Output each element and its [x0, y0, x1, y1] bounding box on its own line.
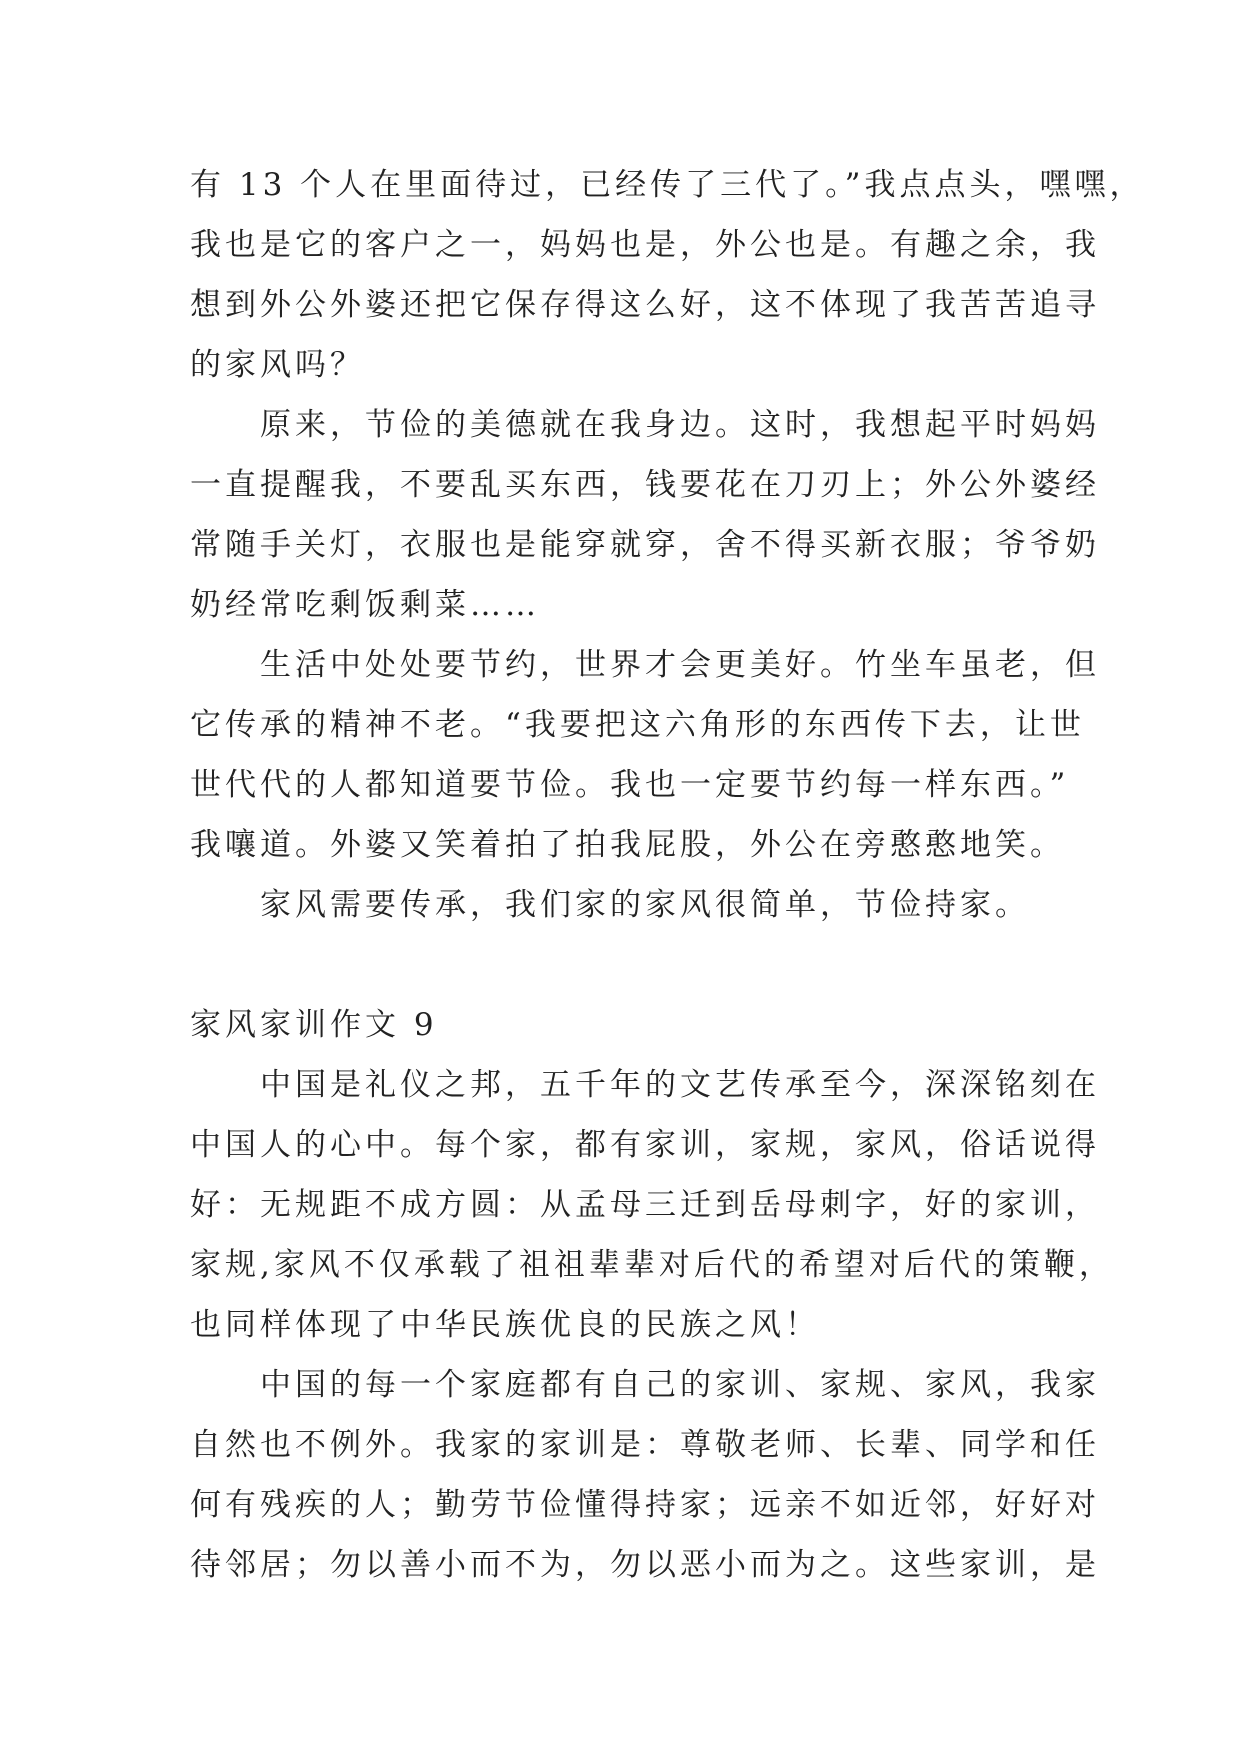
paragraph [190, 875, 1060, 935]
text-line: 我也是它的客户之一，妈妈也是，外公也是。有趣之余，我 [190, 227, 1100, 263]
text-line: 也同样体现了中华民族优良的民族之风！ [190, 1307, 820, 1343]
paragraph [190, 1055, 1114, 1355]
section-heading: 家风家训作文 9 [190, 1007, 438, 1043]
text-line: 好：无规距不成方圆：从孟母三迁到岳母刺字，好的家训， [190, 1187, 1100, 1223]
paragraph [190, 155, 1145, 395]
text-line: 它传承的精神不老。“我要把这六角形的东西传下去，让世 [190, 707, 1085, 743]
text-line: 中国是礼仪之邦，五千年的文艺传承至今，深深铭刻在 [260, 1067, 1100, 1103]
text-line: 生活中处处要节约，世界才会更美好。竹坐车虽老，但 [260, 647, 1100, 683]
text-line: 家规,家风不仅承载了祖祖辈辈对后代的希望对后代的策鞭， [190, 1247, 1114, 1283]
text-line: 奶经常吃剩饭剩菜…… [190, 587, 540, 623]
text-line: 中国的每一个家庭都有自己的家训、家规、家风，我家 [260, 1367, 1100, 1403]
text-line: 何有残疾的人；勤劳节俭懂得持家；远亲不如近邻，好好对 [190, 1487, 1100, 1523]
text-line: 原来，节俭的美德就在我身边。这时，我想起平时妈妈 [260, 407, 1100, 443]
text-line: 待邻居；勿以善小而不为，勿以恶小而为之。这些家训，是 [190, 1547, 1100, 1583]
text-line: 想到外公外婆还把它保存得这么好，这不体现了我苦苦追寻 [190, 287, 1100, 323]
text-line: 自然也不例外。我家的家训是：尊敬老师、长辈、同学和任 [190, 1427, 1100, 1463]
paragraph [190, 1355, 1100, 1595]
text-line: 中国人的心中。每个家，都有家训，家规，家风，俗话说得 [190, 1127, 1100, 1163]
text-line: 有 13 个人在里面待过，已经传了三代了。”我点点头，嘿嘿， [190, 167, 1145, 203]
text-line: 常随手关灯，衣服也是能穿就穿，舍不得买新衣服；爷爷奶 [190, 527, 1100, 563]
text-line: 一直提醒我，不要乱买东西，钱要花在刀刃上；外公外婆经 [190, 467, 1100, 503]
text-line: 家风需要传承，我们家的家风很简单，节俭持家。 [260, 887, 1030, 923]
text-line: 的家风吗？ [190, 347, 365, 383]
text-line: 我嚷道。外婆又笑着拍了拍我屁股，外公在旁憨憨地笑。 [190, 827, 1065, 863]
text-line: 世代代的人都知道要节俭。我也一定要节约每一样东西。” [190, 767, 1070, 803]
paragraph [190, 395, 1100, 635]
document-body [190, 155, 1145, 1595]
section-spacer [190, 935, 1060, 995]
paragraph [190, 635, 1100, 875]
